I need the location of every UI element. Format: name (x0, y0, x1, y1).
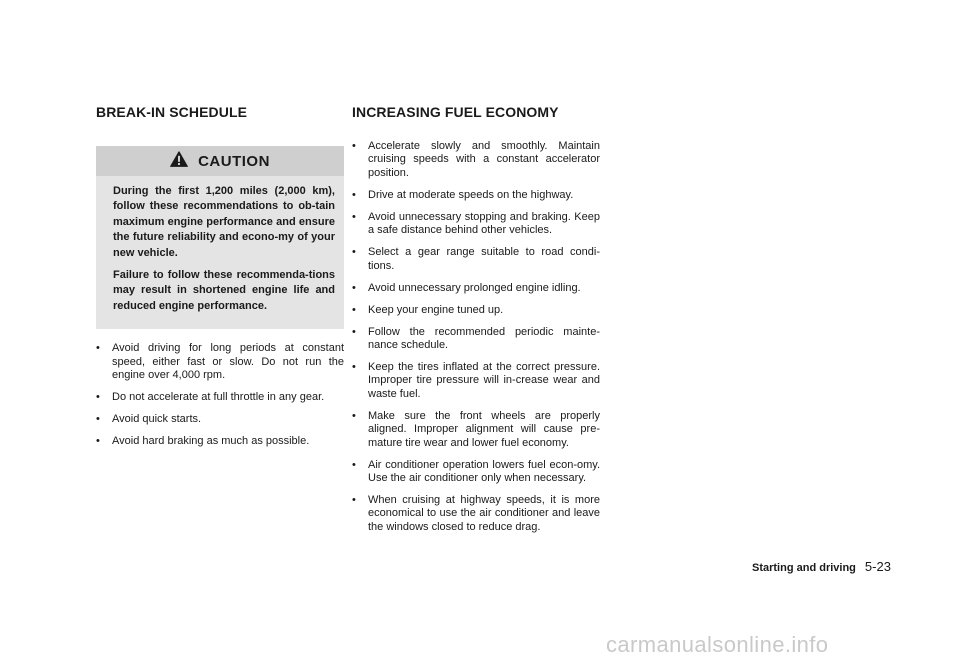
caution-paragraph: During the first 1,200 miles (2,000 km), follow these recommendations to ob-tain maximum engine performance and ensure the future reliability and econo-my of your new vehicle. (113, 185, 335, 259)
fuel-economy-heading: INCREASING FUEL ECONOMY (352, 104, 559, 120)
watermark: carmanualsonline.info (606, 632, 829, 657)
list-item (352, 494, 600, 534)
break-in-schedule-column (96, 104, 344, 457)
list-item-text: Make sure the front wheels are properly aligned. Improper alignment will cause pre-mature tire wear and lower fuel economy. (368, 409, 600, 449)
list-item-text: Avoid driving for long periods at constant speed, either fast or slow. Do not run the engine over 4,000 rpm. (112, 342, 344, 382)
list-item (352, 282, 600, 295)
list-item (352, 246, 600, 273)
bullet-glyph: • (352, 303, 356, 316)
bullet-glyph: • (96, 413, 100, 426)
caution-label: CAUTION (198, 152, 270, 170)
bullet-glyph: • (352, 409, 356, 422)
list-item-text: Keep your engine tuned up. (368, 303, 504, 316)
bullet-glyph: • (352, 281, 356, 294)
list-item-text: Select a gear range suitable to road condi-tions. (368, 246, 600, 272)
fuel-economy-column (352, 104, 600, 543)
bullet-glyph: • (352, 188, 356, 201)
break-in-schedule-heading: BREAK-IN SCHEDULE (96, 104, 248, 120)
list-item (352, 189, 600, 202)
caution-header (96, 146, 344, 176)
list-item (96, 413, 344, 426)
list-item-text: Follow the recommended periodic mainte-nance schedule. (368, 325, 600, 352)
list-item-text: Air conditioner operation lowers fuel econ-omy. Use the air conditioner only when necessary. (368, 458, 600, 485)
bullet-glyph: • (352, 494, 356, 507)
list-item (352, 211, 600, 238)
fuel-economy-list (352, 140, 600, 534)
bullet-glyph: • (96, 435, 100, 448)
list-item-text: Drive at moderate speeds on the highway. (368, 188, 574, 201)
list-item (352, 304, 600, 317)
list-item (96, 342, 344, 382)
list-item-text: When cruising at highway speeds, it is more economical to use the air conditioner and leave the windows closed to reduce drag. (368, 494, 600, 533)
list-item-text: Do not accelerate at full throttle in any gear. (112, 391, 325, 404)
bullet-glyph: • (96, 342, 100, 355)
break-in-list (96, 342, 344, 448)
bullet-glyph: • (352, 325, 356, 338)
bullet-glyph: • (352, 361, 356, 374)
list-item (352, 140, 600, 180)
bullet-glyph: • (352, 246, 356, 259)
list-item-text: Keep the tires inflated at the correct pressure. Improper tire pressure will in-crease wear and waste fuel. (368, 361, 600, 400)
caution-body (96, 176, 344, 314)
list-item-text: Avoid unnecessary prolonged engine idling. (368, 281, 581, 294)
caution-box (96, 146, 344, 329)
list-item (352, 459, 600, 486)
bullet-glyph: • (96, 391, 100, 404)
page-number: 5-23 (864, 559, 891, 574)
list-item-text: Avoid quick starts. (112, 413, 202, 426)
bullet-glyph: • (352, 210, 356, 223)
list-item-text: Accelerate slowly and smoothly. Maintain cruising speeds with a constant accelerator position. (368, 140, 600, 179)
list-item-text: Avoid hard braking as much as possible. (112, 435, 310, 448)
list-item-text: Avoid unnecessary stopping and braking. Keep a safe distance behind other vehicles. (368, 210, 600, 237)
warning-triangle-icon (170, 151, 188, 172)
caution-paragraph: Failure to follow these recommenda-tions may result in shortened engine life and reduced engine performance. (113, 269, 335, 312)
list-item (352, 410, 600, 450)
footer-section-title: Starting and driving (752, 562, 856, 574)
list-item (96, 391, 344, 404)
list-item (96, 435, 344, 448)
list-item (352, 326, 600, 353)
bullet-glyph: • (352, 458, 356, 471)
list-item (352, 361, 600, 401)
page-footer (752, 559, 891, 574)
bullet-glyph: • (352, 140, 356, 152)
